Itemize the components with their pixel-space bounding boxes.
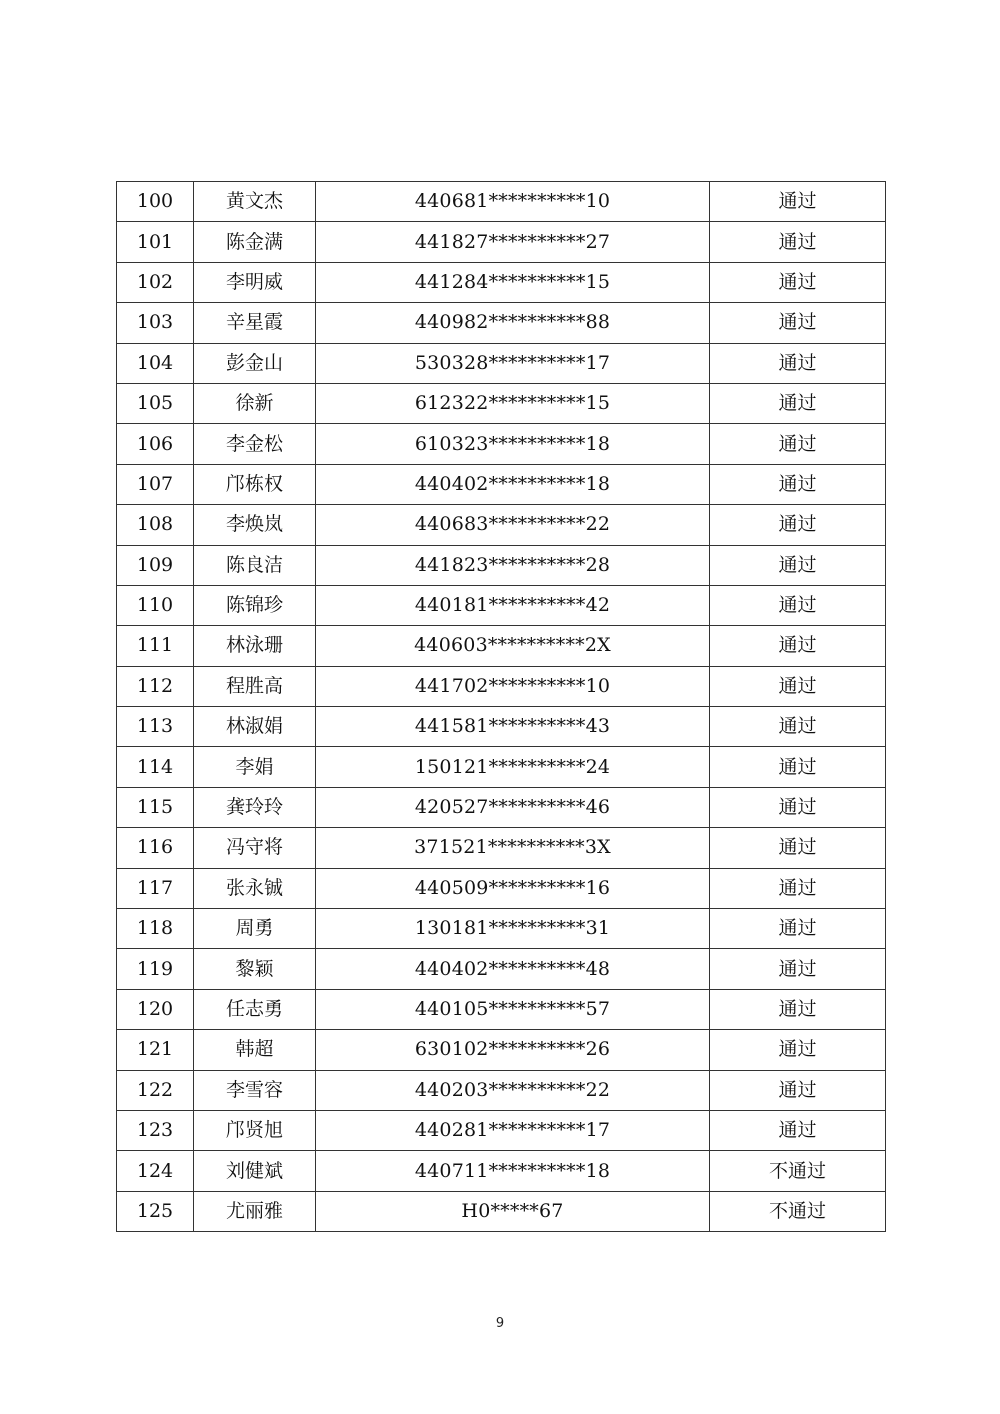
result-cell: 通过	[710, 828, 886, 868]
table-row	[117, 505, 886, 545]
table-row	[117, 424, 886, 464]
name-cell: 张永铖	[194, 868, 316, 908]
table-row	[117, 1110, 886, 1150]
id-number-cell: 440982**********88	[316, 303, 710, 343]
id-number-cell: 441823**********28	[316, 545, 710, 585]
serial-number-cell: 117	[117, 868, 194, 908]
result-cell: 通过	[710, 787, 886, 827]
serial-number-cell: 119	[117, 949, 194, 989]
id-number-cell: 440181**********42	[316, 585, 710, 625]
id-number-cell: 530328**********17	[316, 343, 710, 383]
result-cell: 通过	[710, 262, 886, 302]
result-cell: 通过	[710, 424, 886, 464]
id-number-cell: 440105**********57	[316, 989, 710, 1029]
name-cell: 周勇	[194, 909, 316, 949]
result-cell: 通过	[710, 1070, 886, 1110]
table-row	[117, 303, 886, 343]
table-row	[117, 383, 886, 423]
id-number-cell: 612322**********15	[316, 383, 710, 423]
table-row	[117, 787, 886, 827]
serial-number-cell: 120	[117, 989, 194, 1029]
result-cell: 通过	[710, 909, 886, 949]
serial-number-cell: 105	[117, 383, 194, 423]
name-cell: 刘健斌	[194, 1151, 316, 1191]
name-cell: 邝贤旭	[194, 1110, 316, 1150]
result-cell: 通过	[710, 182, 886, 222]
name-cell: 黎颖	[194, 949, 316, 989]
name-cell: 程胜高	[194, 666, 316, 706]
result-cell: 通过	[710, 666, 886, 706]
serial-number-cell: 106	[117, 424, 194, 464]
id-number-cell: 440681**********10	[316, 182, 710, 222]
name-cell: 徐新	[194, 383, 316, 423]
id-number-cell: 441581**********43	[316, 707, 710, 747]
name-cell: 尤丽雅	[194, 1191, 316, 1231]
result-cell: 通过	[710, 585, 886, 625]
name-cell: 李娟	[194, 747, 316, 787]
result-cell: 通过	[710, 747, 886, 787]
table-row	[117, 262, 886, 302]
table-body	[117, 182, 886, 1232]
result-cell: 不通过	[710, 1191, 886, 1231]
name-cell: 李焕岚	[194, 505, 316, 545]
table-row	[117, 182, 886, 222]
serial-number-cell: 102	[117, 262, 194, 302]
table-row	[117, 545, 886, 585]
page-number: 9	[495, 1316, 505, 1331]
serial-number-cell: 114	[117, 747, 194, 787]
result-cell: 通过	[710, 1030, 886, 1070]
serial-number-cell: 124	[117, 1151, 194, 1191]
name-cell: 李雪容	[194, 1070, 316, 1110]
id-number-cell: 441702**********10	[316, 666, 710, 706]
serial-number-cell: 107	[117, 464, 194, 504]
result-cell: 通过	[710, 383, 886, 423]
name-cell: 冯守将	[194, 828, 316, 868]
name-cell: 任志勇	[194, 989, 316, 1029]
result-cell: 通过	[710, 505, 886, 545]
id-number-cell: 440603**********2X	[316, 626, 710, 666]
table-row	[117, 747, 886, 787]
table-row	[117, 343, 886, 383]
table-row	[117, 1070, 886, 1110]
serial-number-cell: 108	[117, 505, 194, 545]
name-cell: 龚玲玲	[194, 787, 316, 827]
serial-number-cell: 101	[117, 222, 194, 262]
table-row	[117, 949, 886, 989]
table-row	[117, 909, 886, 949]
table-row	[117, 1030, 886, 1070]
result-cell: 通过	[710, 343, 886, 383]
name-cell: 李明威	[194, 262, 316, 302]
serial-number-cell: 122	[117, 1070, 194, 1110]
serial-number-cell: 125	[117, 1191, 194, 1231]
result-cell: 通过	[710, 303, 886, 343]
result-cell: 通过	[710, 1110, 886, 1150]
id-number-cell: 440203**********22	[316, 1070, 710, 1110]
serial-number-cell: 121	[117, 1030, 194, 1070]
id-number-cell: 440402**********48	[316, 949, 710, 989]
serial-number-cell: 110	[117, 585, 194, 625]
name-cell: 邝栋权	[194, 464, 316, 504]
id-number-cell: 371521**********3X	[316, 828, 710, 868]
serial-number-cell: 123	[117, 1110, 194, 1150]
table-row	[117, 868, 886, 908]
table-row	[117, 1151, 886, 1191]
result-cell: 通过	[710, 949, 886, 989]
result-cell: 通过	[710, 626, 886, 666]
name-cell: 李金松	[194, 424, 316, 464]
serial-number-cell: 104	[117, 343, 194, 383]
name-cell: 辛星霞	[194, 303, 316, 343]
id-number-cell: 440711**********18	[316, 1151, 710, 1191]
result-cell: 通过	[710, 707, 886, 747]
name-cell: 黄文杰	[194, 182, 316, 222]
id-number-cell: 610323**********18	[316, 424, 710, 464]
id-number-cell: 440402**********18	[316, 464, 710, 504]
result-cell: 通过	[710, 222, 886, 262]
review-result-table	[116, 181, 886, 1232]
serial-number-cell: 111	[117, 626, 194, 666]
name-cell: 林泳珊	[194, 626, 316, 666]
name-cell: 林淑娟	[194, 707, 316, 747]
id-number-cell: 441284**********15	[316, 262, 710, 302]
id-number-cell: 440281**********17	[316, 1110, 710, 1150]
id-number-cell: 440683**********22	[316, 505, 710, 545]
result-cell: 不通过	[710, 1151, 886, 1191]
result-cell: 通过	[710, 989, 886, 1029]
serial-number-cell: 100	[117, 182, 194, 222]
result-cell: 通过	[710, 464, 886, 504]
serial-number-cell: 115	[117, 787, 194, 827]
serial-number-cell: 116	[117, 828, 194, 868]
serial-number-cell: 118	[117, 909, 194, 949]
id-number-cell: 420527**********46	[316, 787, 710, 827]
serial-number-cell: 109	[117, 545, 194, 585]
table-row	[117, 989, 886, 1029]
table-row	[117, 626, 886, 666]
id-number-cell: 441827**********27	[316, 222, 710, 262]
name-cell: 陈良洁	[194, 545, 316, 585]
table-row	[117, 1191, 886, 1231]
table-row	[117, 222, 886, 262]
id-number-cell: 630102**********26	[316, 1030, 710, 1070]
serial-number-cell: 112	[117, 666, 194, 706]
result-cell: 通过	[710, 545, 886, 585]
id-number-cell: H0*****67	[316, 1191, 710, 1231]
table-row	[117, 585, 886, 625]
name-cell: 韩超	[194, 1030, 316, 1070]
table-row	[117, 666, 886, 706]
table-row	[117, 828, 886, 868]
table-row	[117, 707, 886, 747]
serial-number-cell: 103	[117, 303, 194, 343]
serial-number-cell: 113	[117, 707, 194, 747]
id-number-cell: 130181**********31	[316, 909, 710, 949]
id-number-cell: 150121**********24	[316, 747, 710, 787]
id-number-cell: 440509**********16	[316, 868, 710, 908]
name-cell: 陈锦珍	[194, 585, 316, 625]
name-cell: 陈金满	[194, 222, 316, 262]
name-cell: 彭金山	[194, 343, 316, 383]
table-row	[117, 464, 886, 504]
result-cell: 通过	[710, 868, 886, 908]
